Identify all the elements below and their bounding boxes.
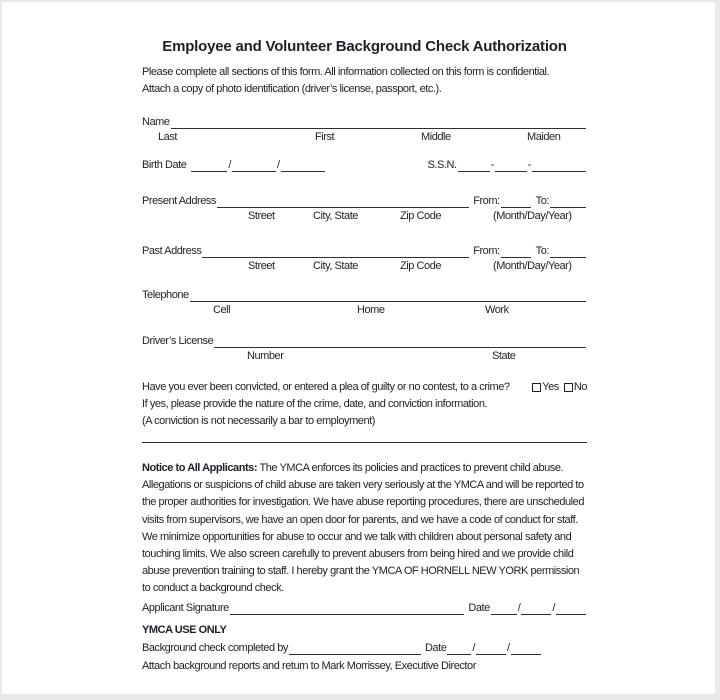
applicant-signature-line[interactable] (230, 610, 464, 615)
sig-date-separator-1: / (517, 601, 521, 614)
conviction-question: Have you ever been convicted, or entered a plea of guilty or no contest, to a crime? (142, 381, 510, 393)
office-use-heading: YMCA USE ONLY (142, 623, 227, 636)
ssn-line-3[interactable] (532, 167, 586, 172)
office-date-year-line[interactable] (511, 650, 541, 655)
form-document-page (2, 2, 715, 694)
name-sublabels (142, 131, 587, 145)
present-address-row (142, 193, 587, 208)
present-from-line[interactable] (501, 203, 531, 208)
drivers-license-row (142, 333, 587, 348)
birth-separator-2: / (277, 159, 280, 171)
intro-text (142, 64, 587, 98)
applicant-signature-row (142, 600, 587, 615)
name-sublabel-middle: Middle (421, 131, 451, 143)
past-from-line[interactable] (501, 253, 531, 258)
bottom-section (142, 460, 587, 674)
office-date-label: Date (424, 641, 447, 654)
present-sublabel-citystate: City, State (313, 210, 358, 222)
past-sublabel-citystate: City, State (313, 260, 358, 272)
present-from-label: From: (473, 195, 500, 207)
name-field-row (142, 114, 587, 129)
name-label: Name (142, 116, 170, 128)
birth-date-label: Birth Date (142, 159, 187, 171)
present-address-label: Present Address (142, 195, 216, 207)
name-input-line[interactable] (171, 124, 586, 129)
birth-year-line[interactable] (281, 167, 325, 172)
intro-line-1: Please complete all sections of this form. All information collected on this form is confidential. (142, 66, 550, 78)
page-title: Employee and Volunteer Background Check Authorization (162, 38, 567, 55)
background-check-row (142, 640, 587, 655)
present-to-line[interactable] (550, 203, 586, 208)
conviction-answer-line[interactable] (142, 435, 587, 443)
birthdate-ssn-row (142, 157, 587, 172)
ssn-separator-1: - (490, 159, 494, 171)
drivers-license-label: Driver’s License (142, 335, 214, 347)
intro-line-2: Attach a copy of photo identification (driver’s license, passport, etc.). (142, 83, 442, 95)
sig-date-day-line[interactable] (521, 610, 551, 615)
office-date-month-line[interactable] (447, 650, 471, 655)
notice-body: The YMCA enforces its policies and practices to prevent child abuse. Allegations or suspicions of child abuse are taken very seriously at the YMCA and will be reported to the proper authorities for investigation. We have abuse reporting procedures, there are unscheduled visits from supervisors, we have an open door for parents, and we have a code of conduct for staff. We minimize opportunities for abuse to occur and we talk with children about personal safety and touching limits. We also screen carefully to prevent abusers from being hired and we provide child abuse prevention training to staff. I hereby grant the YMCA OF HORNELL NEW YORK permission to conduct a background check. (142, 462, 584, 595)
yes-checkbox-label: Yes (542, 381, 559, 393)
office-date-separator-2: / (506, 641, 510, 654)
past-sublabel-mdy: (Month/Day/Year) (493, 260, 572, 272)
conviction-checkbox-group (532, 380, 587, 394)
telephone-sublabel-work: Work (485, 304, 509, 316)
past-sublabel-zipcode: Zip Code (400, 260, 442, 272)
present-address-sublabels (142, 210, 587, 224)
no-checkbox-label: No (573, 381, 587, 393)
telephone-label: Telephone (142, 289, 189, 301)
sig-date-month-line[interactable] (491, 610, 517, 615)
past-to-line[interactable] (550, 253, 586, 258)
applicant-signature-label: Applicant Signature (142, 601, 229, 614)
past-address-sublabels (142, 260, 587, 274)
past-from-label: From: (473, 245, 500, 257)
past-address-label: Past Address (142, 245, 202, 257)
birth-month-line[interactable] (191, 167, 227, 172)
notice-paragraph (142, 460, 587, 598)
office-date-day-line[interactable] (476, 650, 506, 655)
present-sublabel-zipcode: Zip Code (400, 210, 442, 222)
conviction-instruction: If yes, please provide the nature of the crime, date, and conviction information. (142, 398, 488, 410)
no-checkbox[interactable] (564, 383, 573, 392)
ssn-line-1[interactable] (458, 167, 490, 172)
birth-separator-1: / (228, 159, 232, 171)
birth-day-line[interactable] (232, 167, 276, 172)
telephone-sublabels (142, 304, 587, 318)
conviction-question-row (142, 380, 587, 394)
dl-sublabel-number: Number (247, 350, 284, 362)
present-sublabel-street: Street (248, 210, 275, 222)
ssn-separator-2: - (527, 159, 531, 171)
signature-date-label: Date (468, 601, 490, 614)
dl-sublabel-state: State (492, 350, 516, 362)
name-sublabel-maiden: Maiden (527, 131, 561, 143)
ssn-label: S.S.N. (427, 159, 457, 171)
sig-date-year-line[interactable] (556, 610, 586, 615)
notice-lead: Notice to All Applicants: (142, 462, 258, 474)
telephone-row (142, 287, 587, 302)
name-sublabel-first: First (315, 131, 335, 143)
return-instruction: Attach background reports and return to Mark Morrissey, Executive Director (142, 659, 476, 672)
conviction-note: (A conviction is not necessarily a bar to employment) (142, 415, 375, 427)
past-sublabel-street: Street (248, 260, 275, 272)
drivers-license-line[interactable] (214, 343, 586, 348)
present-address-line[interactable] (217, 203, 469, 208)
completed-by-label: Background check completed by (142, 641, 288, 654)
name-sublabel-last: Last (158, 131, 177, 143)
telephone-sublabel-cell: Cell (213, 304, 231, 316)
sig-date-separator-2: / (552, 601, 555, 614)
telephone-line[interactable] (190, 297, 586, 302)
drivers-license-sublabels (142, 350, 587, 364)
ssn-line-2[interactable] (495, 167, 527, 172)
office-date-separator-1: / (472, 641, 475, 654)
completed-by-line[interactable] (289, 650, 421, 655)
past-to-label: To: (535, 245, 549, 257)
telephone-sublabel-home: Home (357, 304, 385, 316)
past-address-line[interactable] (202, 253, 469, 258)
yes-checkbox[interactable] (532, 383, 541, 392)
present-to-label: To: (535, 195, 549, 207)
present-sublabel-mdy: (Month/Day/Year) (493, 210, 572, 222)
past-address-row (142, 243, 587, 258)
